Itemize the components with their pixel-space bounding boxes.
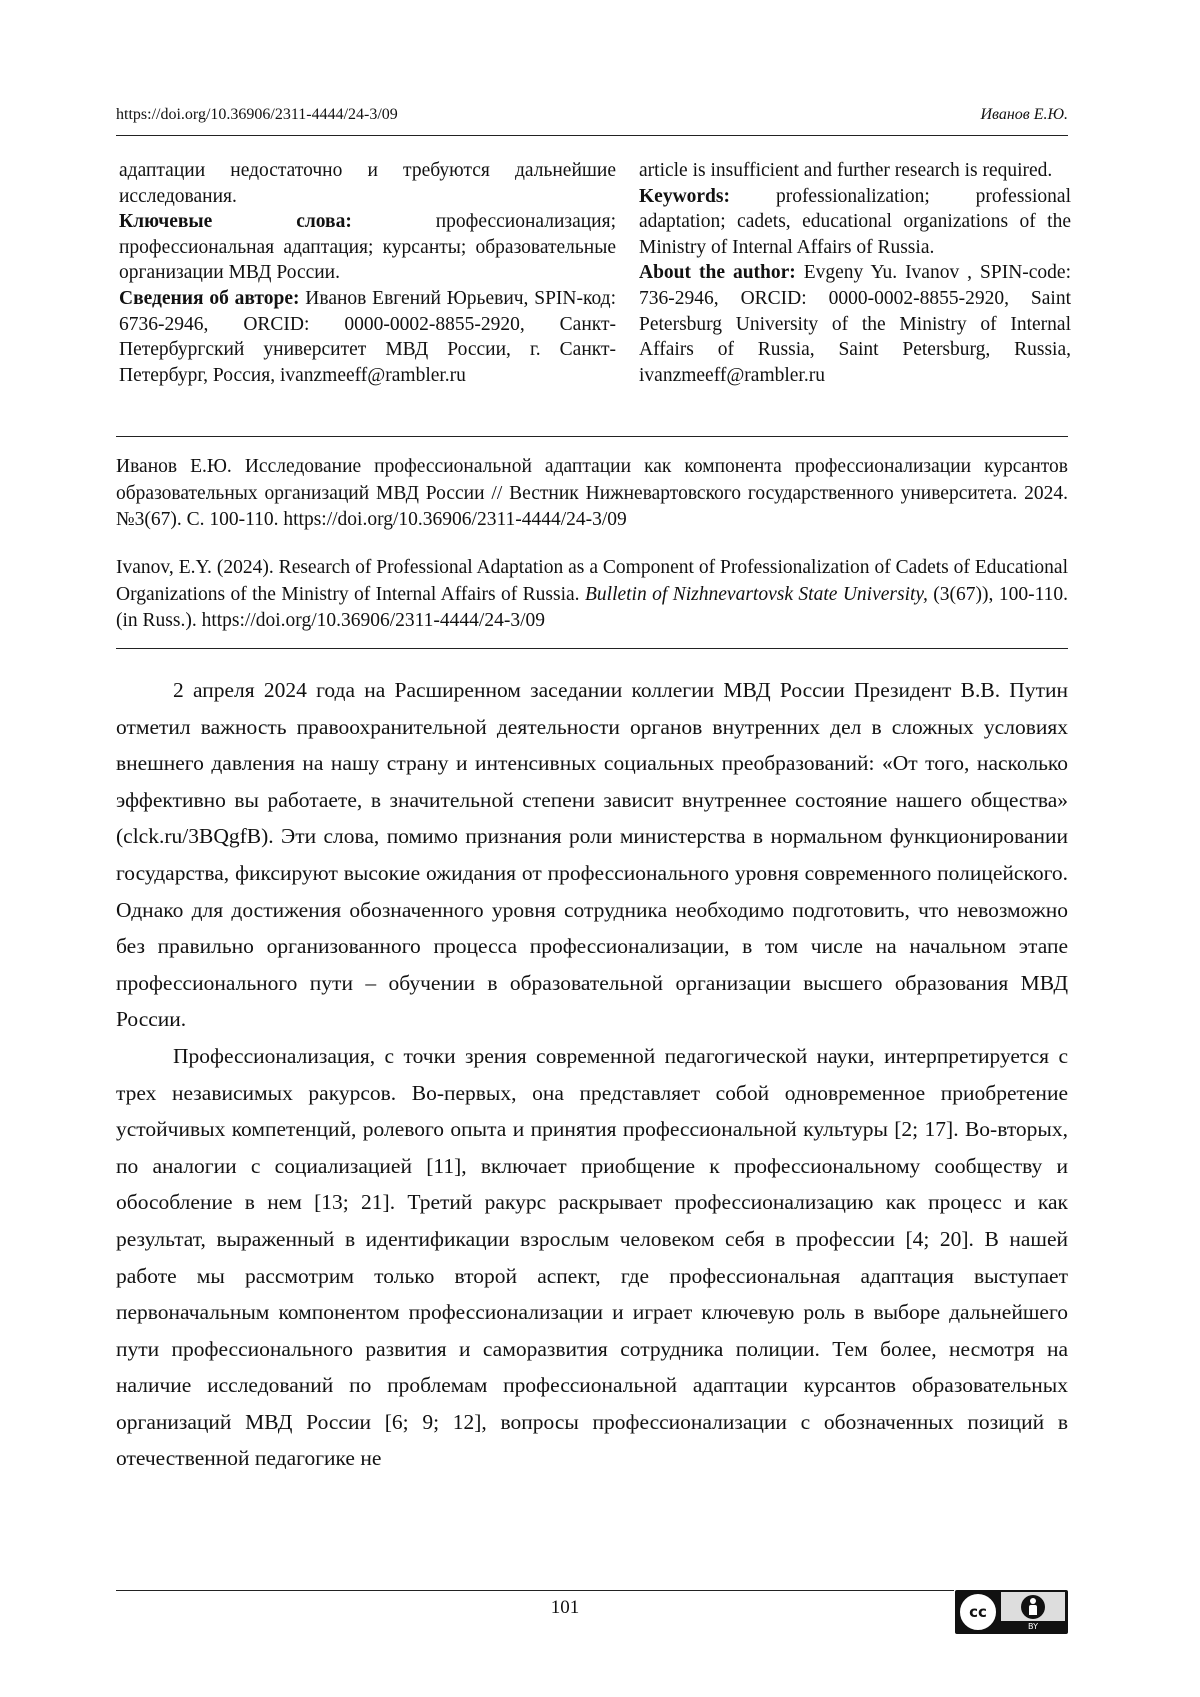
body-paragraph-2: Профессионализация, с точки зрения современной педагогической науки, интерпретируется с трех независимых ракурсов. Во-первых, она представляет собой одновременное приобретение устойчивых компетенций, ролевого опыта и принятия профессиональной культуры [2; 17]. Во-вторых, по аналогии с социализацией [11], включает приобщение к профессиональному сообществу и обособление в нем [13; 21]. Третий ракурс раскрывает профессионализацию как процесс и как результат, выраженный в идентификации взрослым человеком себя в профессии [4; 20]. В нашей работе мы рассмотрим только второй аспект, где профессиональная адаптация выступает первоначальным компонентом профессионализации и играет ключевую роль в выборе дальнейшего пути профессионального развития и саморазвития сотрудника полиции. Тем более, несмотря на наличие исследований по проблемам профессиональной адаптации курсантов образовательных организаций МВД России [6; 9; 12], вопросы профессионализации с обозначенных позиций в отечественной педагогике не [116, 1043, 1068, 1471]
running-header [116, 104, 1068, 126]
citation-english [116, 555, 1068, 635]
keywords-label-english: Keywords: [639, 185, 730, 207]
abstract-english [639, 158, 1071, 388]
by-attribution-block [1001, 1592, 1065, 1632]
citation-english-main: Ivanov, E.Y. (2024). Research of Professional Adaptation as a Component of Professionalization of Cadets of Educational Organizations of the Ministry of Internal Affairs of Russia. [116, 557, 1068, 605]
author-info-russian [119, 286, 616, 388]
author-label-russian: Сведения об авторе: [119, 287, 300, 309]
author-info-english [639, 260, 1071, 388]
citation-english-journal: Bulletin of Nizhnevartovsk State University, [584, 583, 928, 605]
citation-rule [116, 648, 1068, 649]
abstract-english-tail: article is insufficient and further research is required. [639, 160, 1053, 181]
author-text-english: Evgeny Yu. Ivanov , SPIN-code: 736-2946, ORCID: 0000-0002-8855-2920, Saint Petersburg University of the Ministry of Internal Affairs of Russia, Saint Petersburg, Russia, ivanzmeeff@rambler.ru [639, 262, 1072, 386]
abstract-russian [119, 158, 616, 388]
page-number: 101 [550, 1597, 580, 1618]
author-text-russian: Иванов Евгений Юрьевич, SPIN-код: 6736-2946, ORCID: 0000-0002-8855-2920, Санкт-Петербургский университет МВД России, г. Санкт-Петербург, Россия, ivanzmeeff@rambler.ru [119, 287, 616, 386]
citation-russian: Иванов Е.Ю. Исследование профессиональной адаптации как компонента профессионализации курсантов образовательных организаций МВД России // Вестник Нижневартовского государственного университета. 2024. №3(67). С. 100-110. https://doi.org/10.36906/2311-4444/24-3/09 [116, 456, 1068, 531]
abstract-russian-tail: адаптации недостаточно и требуются дальнейшие исследования. [119, 160, 616, 207]
keywords-text-english: professionalization; professional adaptation; cadets, educational organizations of the Ministry of Internal Affairs of Russia. [639, 185, 1071, 258]
citation-english-tail: (3(67)), 100-110. (in Russ.). https://doi.org/10.36906/2311-4444/24-3/09 [116, 583, 1068, 632]
header-author: Иванов Е.Ю. [980, 106, 1068, 123]
header-rule [116, 135, 1068, 136]
author-label-english: About the author: [639, 262, 796, 284]
keywords-english [639, 184, 1071, 261]
cc-by-license-badge [955, 1590, 1068, 1634]
keywords-text-russian: профессионализация; профессиональная адаптация; курсанты; образовательные организации МВД России. [119, 211, 616, 284]
abstract-rule [116, 436, 1068, 437]
body-paragraph-1: 2 апреля 2024 года на Расширенном заседании коллегии МВД России Президент В.В. Путин отметил важность правоохранительной деятельности органов внутренних дел в сложных условиях внешнего давления на нашу страну и интенсивных социальных преобразований: «От того, насколько эффективно вы работаете, в значительной степени зависит внутреннее состояние нашего общества» (clck.ru/3BQgfB). Эти слова, помимо признания роли министерства в нормальном функционировании государства, фиксируют высокие ожидания от профессионального уровня современного полицейского. Однако для достижения обозначенного уровня сотрудника необходимо подготовить, что невозможно без правильно организованного процесса профессионализации, в том числе на начальном этапе профессионального пути – обучении в образовательной организации высшего образования МВД России. [116, 678, 1068, 1032]
cc-icon: cc [960, 1594, 996, 1630]
attribution-person-icon [1021, 1595, 1045, 1619]
keywords-label-russian: Ключевые слова: [119, 211, 352, 233]
footer-rule [116, 1590, 954, 1591]
keywords-russian [119, 209, 616, 286]
by-label: BY [1001, 1621, 1065, 1632]
article-body [116, 672, 1068, 1477]
header-doi: https://doi.org/10.36906/2311-4444/24-3/09 [116, 106, 398, 123]
